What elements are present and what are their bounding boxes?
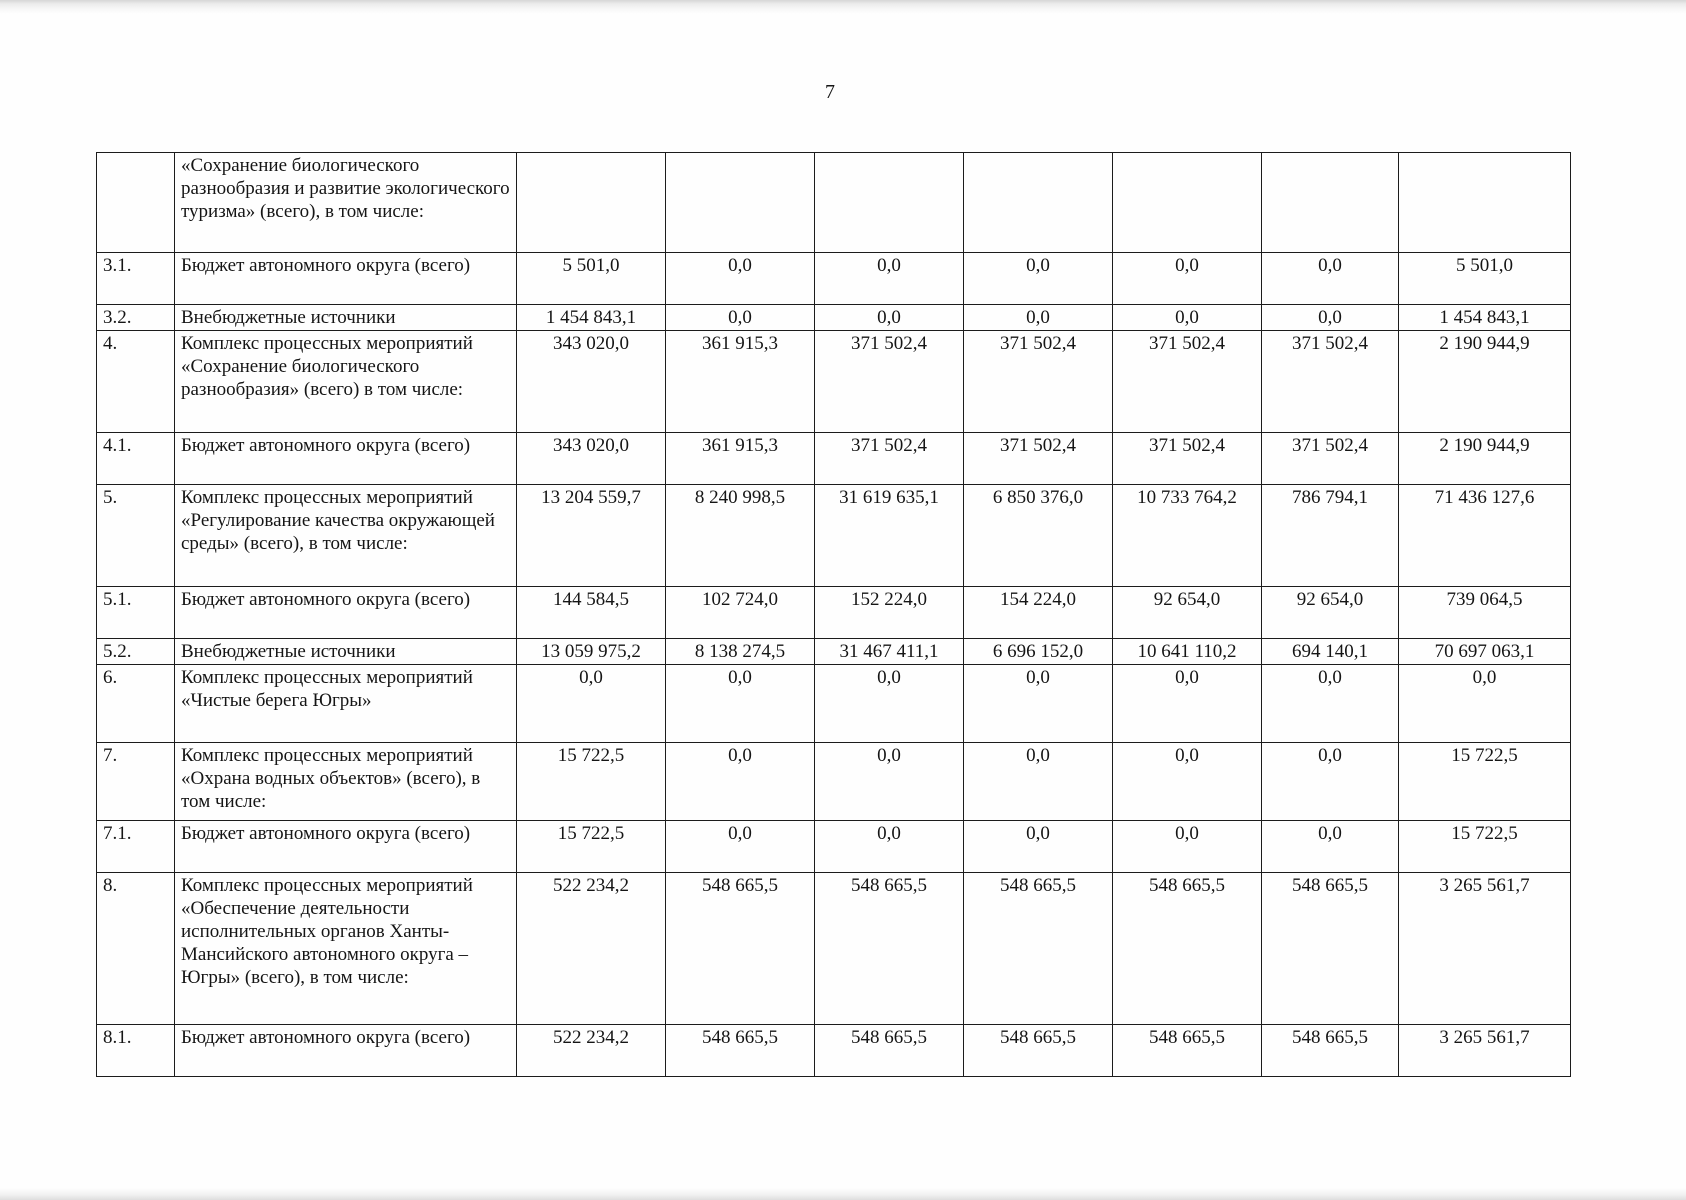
value-cell: 0,0 <box>815 305 964 331</box>
table-row <box>97 873 1571 1025</box>
table-row <box>97 331 1571 433</box>
value-cell: 371 502,4 <box>1262 331 1399 433</box>
scan-edge-top <box>0 0 1686 14</box>
value-cell: 548 665,5 <box>964 873 1113 1025</box>
value-cell: 31 467 411,1 <box>815 639 964 665</box>
value-cell: 3 265 561,7 <box>1399 1025 1571 1077</box>
value-cell: 371 502,4 <box>1262 433 1399 485</box>
row-number: 3.1. <box>97 253 175 305</box>
value-cell: 0,0 <box>666 743 815 821</box>
value-cell: 371 502,4 <box>815 433 964 485</box>
value-cell: 102 724,0 <box>666 587 815 639</box>
value-cell <box>666 153 815 253</box>
value-cell: 0,0 <box>517 665 666 743</box>
table-row <box>97 743 1571 821</box>
value-cell: 0,0 <box>815 743 964 821</box>
value-cell: 10 733 764,2 <box>1113 485 1262 587</box>
value-cell: 8 138 274,5 <box>666 639 815 665</box>
row-number: 4.1. <box>97 433 175 485</box>
value-cell: 2 190 944,9 <box>1399 331 1571 433</box>
value-cell: 92 654,0 <box>1262 587 1399 639</box>
value-cell: 0,0 <box>815 821 964 873</box>
value-cell: 548 665,5 <box>964 1025 1113 1077</box>
value-cell: 0,0 <box>1113 665 1262 743</box>
value-cell: 70 697 063,1 <box>1399 639 1571 665</box>
value-cell: 1 454 843,1 <box>517 305 666 331</box>
value-cell: 0,0 <box>815 665 964 743</box>
row-number: 7. <box>97 743 175 821</box>
value-cell: 0,0 <box>1262 821 1399 873</box>
row-name: Бюджет автономного округа (всего) <box>175 433 517 485</box>
row-name: «Сохранение биологического разнообразия и развитие экологического туризма» (всего), в том числе: <box>175 153 517 253</box>
row-name: Комплекс процессных мероприятий «Охрана водных объектов» (всего), в том числе: <box>175 743 517 821</box>
row-number: 3.2. <box>97 305 175 331</box>
value-cell: 1 454 843,1 <box>1399 305 1571 331</box>
scan-edge-bottom <box>0 1188 1686 1200</box>
value-cell: 343 020,0 <box>517 433 666 485</box>
value-cell: 522 234,2 <box>517 873 666 1025</box>
row-name: Комплекс процессных мероприятий «Регулирование качества окружающей среды» (всего), в том числе: <box>175 485 517 587</box>
value-cell: 31 619 635,1 <box>815 485 964 587</box>
value-cell: 71 436 127,6 <box>1399 485 1571 587</box>
table-row <box>97 153 1571 253</box>
value-cell: 522 234,2 <box>517 1025 666 1077</box>
value-cell: 15 722,5 <box>1399 743 1571 821</box>
table-row <box>97 821 1571 873</box>
value-cell: 0,0 <box>1113 305 1262 331</box>
value-cell: 5 501,0 <box>1399 253 1571 305</box>
value-cell: 0,0 <box>815 253 964 305</box>
value-cell: 92 654,0 <box>1113 587 1262 639</box>
row-name: Бюджет автономного округа (всего) <box>175 821 517 873</box>
value-cell: 548 665,5 <box>1113 873 1262 1025</box>
value-cell: 0,0 <box>964 743 1113 821</box>
value-cell: 0,0 <box>1113 821 1262 873</box>
value-cell: 371 502,4 <box>964 331 1113 433</box>
row-number: 6. <box>97 665 175 743</box>
row-name: Внебюджетные источники <box>175 639 517 665</box>
value-cell: 361 915,3 <box>666 433 815 485</box>
page-number: 7 <box>825 81 835 103</box>
value-cell: 371 502,4 <box>815 331 964 433</box>
value-cell: 371 502,4 <box>1113 433 1262 485</box>
row-number: 7.1. <box>97 821 175 873</box>
row-number: 8. <box>97 873 175 1025</box>
value-cell: 548 665,5 <box>815 873 964 1025</box>
row-number: 5. <box>97 485 175 587</box>
row-name: Внебюджетные источники <box>175 305 517 331</box>
value-cell: 548 665,5 <box>1113 1025 1262 1077</box>
value-cell: 0,0 <box>964 665 1113 743</box>
value-cell: 5 501,0 <box>517 253 666 305</box>
row-number: 8.1. <box>97 1025 175 1077</box>
row-number: 5.1. <box>97 587 175 639</box>
row-number: 5.2. <box>97 639 175 665</box>
value-cell: 786 794,1 <box>1262 485 1399 587</box>
value-cell: 0,0 <box>1262 305 1399 331</box>
value-cell: 739 064,5 <box>1399 587 1571 639</box>
value-cell: 0,0 <box>1262 253 1399 305</box>
value-cell: 2 190 944,9 <box>1399 433 1571 485</box>
row-number: 4. <box>97 331 175 433</box>
value-cell: 0,0 <box>964 821 1113 873</box>
value-cell: 15 722,5 <box>517 821 666 873</box>
value-cell: 0,0 <box>964 305 1113 331</box>
value-cell: 154 224,0 <box>964 587 1113 639</box>
value-cell: 361 915,3 <box>666 331 815 433</box>
table-row <box>97 639 1571 665</box>
table-row <box>97 305 1571 331</box>
table-row <box>97 665 1571 743</box>
row-number <box>97 153 175 253</box>
value-cell: 548 665,5 <box>1262 873 1399 1025</box>
value-cell <box>815 153 964 253</box>
value-cell <box>517 153 666 253</box>
row-name: Бюджет автономного округа (всего) <box>175 253 517 305</box>
table-row <box>97 253 1571 305</box>
value-cell: 8 240 998,5 <box>666 485 815 587</box>
value-cell: 0,0 <box>1262 665 1399 743</box>
value-cell: 548 665,5 <box>666 873 815 1025</box>
row-name: Комплекс процессных мероприятий «Сохранение биологического разнообразия» (всего) в том числе: <box>175 331 517 433</box>
value-cell: 0,0 <box>666 253 815 305</box>
row-name: Бюджет автономного округа (всего) <box>175 1025 517 1077</box>
row-name: Комплекс процессных мероприятий «Обеспечение деятельности исполнительных органов Ханты-Мансийского автономного округа – Югры» (всего), в том числе: <box>175 873 517 1025</box>
value-cell: 548 665,5 <box>666 1025 815 1077</box>
value-cell: 13 059 975,2 <box>517 639 666 665</box>
row-name: Бюджет автономного округа (всего) <box>175 587 517 639</box>
value-cell: 0,0 <box>1113 253 1262 305</box>
budget-table <box>96 152 1571 1077</box>
value-cell: 3 265 561,7 <box>1399 873 1571 1025</box>
value-cell: 0,0 <box>1262 743 1399 821</box>
value-cell: 548 665,5 <box>815 1025 964 1077</box>
value-cell: 0,0 <box>666 665 815 743</box>
value-cell <box>1399 153 1571 253</box>
value-cell: 548 665,5 <box>1262 1025 1399 1077</box>
row-name: Комплекс процессных мероприятий «Чистые берега Югры» <box>175 665 517 743</box>
value-cell: 0,0 <box>964 253 1113 305</box>
value-cell: 13 204 559,7 <box>517 485 666 587</box>
value-cell <box>1113 153 1262 253</box>
value-cell: 15 722,5 <box>517 743 666 821</box>
table-row <box>97 587 1571 639</box>
value-cell: 144 584,5 <box>517 587 666 639</box>
value-cell: 0,0 <box>666 821 815 873</box>
table-row <box>97 1025 1571 1077</box>
value-cell: 371 502,4 <box>1113 331 1262 433</box>
value-cell: 0,0 <box>1399 665 1571 743</box>
table-row <box>97 485 1571 587</box>
value-cell: 371 502,4 <box>964 433 1113 485</box>
value-cell: 0,0 <box>666 305 815 331</box>
value-cell: 10 641 110,2 <box>1113 639 1262 665</box>
value-cell: 694 140,1 <box>1262 639 1399 665</box>
value-cell <box>1262 153 1399 253</box>
value-cell <box>964 153 1113 253</box>
value-cell: 15 722,5 <box>1399 821 1571 873</box>
table-row <box>97 433 1571 485</box>
value-cell: 152 224,0 <box>815 587 964 639</box>
value-cell: 6 850 376,0 <box>964 485 1113 587</box>
value-cell: 6 696 152,0 <box>964 639 1113 665</box>
value-cell: 0,0 <box>1113 743 1262 821</box>
value-cell: 343 020,0 <box>517 331 666 433</box>
